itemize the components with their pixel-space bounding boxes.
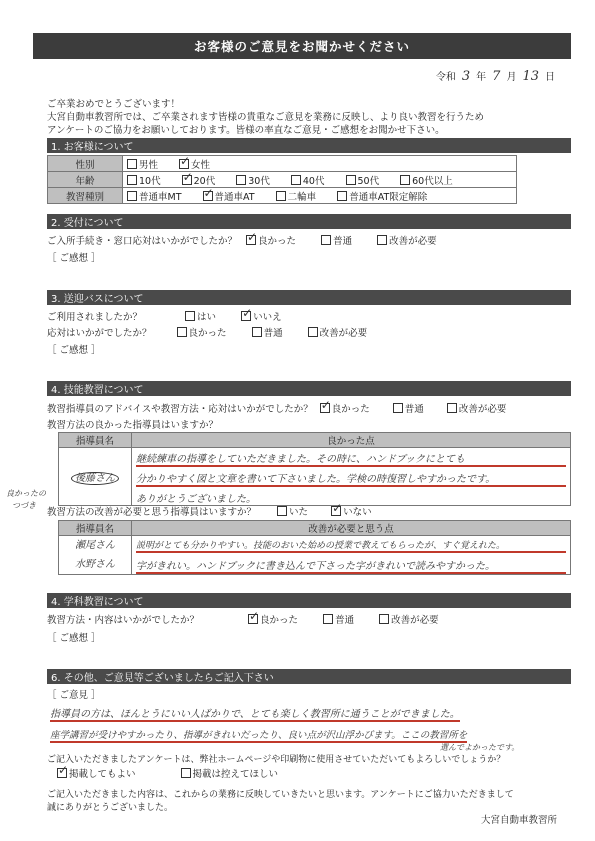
- option-label: いた: [289, 507, 309, 518]
- option-label: 30代: [248, 175, 270, 187]
- gender-label: 性別: [48, 156, 123, 172]
- handwritten-line: 分かりやすく図と文章を書いて下さいました。学検の時復習しやすかったです。: [136, 470, 566, 487]
- comment-box[interactable]: ［ ご感想 ］: [47, 253, 101, 264]
- option-label: はい: [197, 312, 217, 323]
- checkbox-checked[interactable]: [331, 506, 341, 516]
- publish-options: [57, 766, 278, 780]
- customer-info-table: [47, 155, 517, 204]
- section-1-header: 1. お客様について: [47, 138, 571, 153]
- gender-options: [123, 156, 517, 172]
- option-label: 良かった: [258, 236, 297, 247]
- checkbox-checked[interactable]: [246, 235, 256, 245]
- col-header-name: 指導員名: [59, 433, 132, 448]
- publish-question: ご記入いただきましたアンケートは、弊社ホームページや印刷物に使用させていただいてもよろしいでしょうか？: [47, 755, 506, 765]
- checkbox[interactable]: [127, 159, 137, 169]
- good-instructor-table: [58, 432, 571, 506]
- handwritten-line: ありがとうございました。: [136, 494, 256, 505]
- question-text: 教習方法の改善が必要と思う指導員はいますか？: [47, 507, 257, 518]
- handwritten-name: 瀬尾さん: [75, 540, 115, 551]
- course-type-options: [123, 188, 517, 204]
- col-header-name: 指導員名: [59, 521, 132, 536]
- option-label: 普通車MT: [139, 191, 182, 203]
- section-6-header: 6. その他、ご意見等ございましたらご記入下さい: [47, 669, 571, 684]
- option-label: 20代: [193, 175, 216, 187]
- option-label: 良かった: [331, 404, 370, 415]
- checkbox[interactable]: [177, 327, 187, 337]
- handwritten-line: 指導員の方は、ほんとうにいい人ばかりで、とても楽しく教習所に通うことができました。: [50, 705, 460, 722]
- date-month-unit: 月: [506, 72, 517, 83]
- option-label: 男性: [139, 159, 159, 171]
- question-text: ご入所手続き・窓口応対はいかがでしたか？: [47, 236, 238, 247]
- question-text: 教習指導員のアドバイスや教習方法・応対はいかがでしたか？: [47, 404, 313, 415]
- option-label: 普通: [333, 236, 353, 247]
- improve-points-cell: [132, 536, 571, 575]
- option-label: 40代: [302, 175, 325, 187]
- bus-use-row: [47, 309, 282, 323]
- option-label: 良かった: [260, 615, 299, 626]
- form-title: お客様のご意見をお聞かせください: [33, 33, 571, 59]
- option-label: 女性: [191, 159, 211, 171]
- bus-service-row: [47, 325, 367, 339]
- checkbox-checked[interactable]: [320, 403, 330, 413]
- date-field: [436, 68, 555, 84]
- checkbox[interactable]: [252, 327, 262, 337]
- checkbox-checked[interactable]: [182, 175, 192, 185]
- option-label: いない: [343, 507, 372, 518]
- footer-line: 誠にありがとうございました。: [47, 803, 174, 813]
- checkbox-checked[interactable]: [179, 159, 189, 169]
- date-year: 3: [461, 69, 471, 84]
- checkbox[interactable]: [393, 403, 403, 413]
- date-era: 令和: [435, 72, 456, 83]
- checkbox[interactable]: [276, 191, 286, 201]
- option-label: 普通: [335, 615, 355, 626]
- option-label: 50代: [357, 175, 380, 187]
- option-label: 普通: [404, 404, 424, 415]
- option-label: 普通: [263, 328, 283, 339]
- intro-line: 大宮自動車教習所では、ご卒業されます皆様の貴重なご意見を業務に反映し、より良い教習を行うため: [47, 112, 485, 123]
- checkbox-checked[interactable]: [241, 311, 251, 321]
- comment-label: ご意見: [59, 690, 89, 701]
- option-label: 改善が必要: [458, 404, 507, 415]
- age-options: [123, 172, 517, 188]
- checkbox-checked[interactable]: [203, 191, 213, 201]
- section-2-header: 2. 受付について: [47, 214, 571, 229]
- checkbox[interactable]: [323, 614, 333, 624]
- section-4-header: 4. 技能教習について: [47, 381, 571, 396]
- footer-line: ご記入いただきました内容は、これからの業務に反映していきたいと思います。アンケートにご協力いただきまして: [47, 790, 514, 800]
- comment-label: ご感想: [59, 633, 89, 644]
- intro-line: ご卒業おめでとうございます！: [47, 99, 181, 110]
- margin-note: つづき: [12, 501, 36, 510]
- good-instructor-question: 教習方法の良かった指導員はいますか？: [47, 420, 219, 431]
- handwritten-name: 水野さん: [75, 559, 115, 570]
- option-label: 改善が必要: [389, 236, 437, 247]
- checkbox[interactable]: [321, 235, 331, 245]
- option-label: 掲載は控えてほしい: [192, 769, 279, 780]
- handwritten-name: 後藤さん: [71, 472, 119, 485]
- checkbox[interactable]: [447, 403, 457, 413]
- option-label: 普通車AT限定解除: [349, 191, 428, 203]
- handwritten-line: 継続練車の指導をしていただきました。その時に、ハンドブックにとても: [136, 450, 566, 467]
- intro-line: アンケートのご協力をお願いしております。皆様の率直なご意見・ご感想をお聞かせ下さい。: [47, 125, 445, 136]
- option-label: 60代以上: [412, 175, 453, 187]
- opinion-label: ［ ご意見 ］: [47, 690, 101, 701]
- lecture-question-row: [47, 612, 439, 626]
- checkbox[interactable]: [346, 175, 356, 185]
- section-3-header: 3. 送迎バスについて: [47, 290, 571, 305]
- comment-label: ご感想: [59, 345, 89, 356]
- option-label: 普通車AT: [214, 191, 255, 203]
- age-label: 年齢: [48, 172, 123, 188]
- option-label: 改善が必要: [391, 615, 439, 626]
- comment-box[interactable]: ［ ご感想 ］: [47, 345, 101, 356]
- good-points-cell: [132, 448, 571, 506]
- handwritten-line: 選んでよかったです。: [440, 743, 520, 752]
- checkbox[interactable]: [377, 235, 387, 245]
- comment-box[interactable]: ［ ご感想 ］: [47, 633, 101, 644]
- option-label: 良かった: [188, 328, 227, 339]
- question-text: ご利用されましたか？: [47, 312, 143, 323]
- instructor-question-row: [47, 401, 506, 415]
- option-label: いいえ: [253, 312, 282, 323]
- question-text: 教習方法・内容はいかがでしたか？: [47, 615, 200, 626]
- date-month: 7: [492, 69, 501, 84]
- checkbox-checked[interactable]: [57, 768, 67, 778]
- reception-question-row: [47, 233, 437, 247]
- section-5-header: 4. 学科教習について: [47, 593, 571, 608]
- handwritten-line: 字がきれい。ハンドブックに書き込んで下さった字がきれいで読みやすかった。: [136, 557, 566, 574]
- date-year-unit: 年: [476, 72, 487, 83]
- option-label: 二輪車: [287, 191, 317, 203]
- comment-label: ご感想: [59, 253, 89, 264]
- checkbox[interactable]: [127, 191, 137, 201]
- option-label: 改善が必要: [319, 328, 368, 339]
- checkbox[interactable]: [236, 175, 246, 185]
- checkbox[interactable]: [379, 614, 389, 624]
- checkbox[interactable]: [185, 311, 195, 321]
- checkbox[interactable]: [400, 175, 410, 185]
- checkbox[interactable]: [127, 175, 137, 185]
- course-type-label: 教習種別: [48, 188, 123, 204]
- date-day-unit: 日: [545, 72, 555, 83]
- bad-instructor-names: [59, 536, 132, 575]
- col-header-improve: 改善が必要と思う点: [132, 521, 571, 536]
- checkbox[interactable]: [308, 327, 318, 337]
- checkbox[interactable]: [291, 175, 301, 185]
- question-text: 応対はいかがでしたか？: [47, 328, 152, 339]
- good-instructor-name: [59, 448, 132, 506]
- margin-note: 良かったの: [6, 489, 46, 498]
- company-name: 大宮自動車教習所: [480, 815, 557, 826]
- checkbox[interactable]: [277, 506, 287, 516]
- option-label: 10代: [139, 175, 161, 187]
- bad-instructor-table: [58, 520, 571, 575]
- checkbox[interactable]: [181, 768, 191, 778]
- col-header-good: 良かった点: [132, 433, 571, 448]
- checkbox[interactable]: [337, 191, 347, 201]
- bad-instructor-question-row: [47, 504, 372, 518]
- handwritten-line: 座学講習が受けやすかったり、指導がきれいだったり、良い点が沢山浮かびます。ここの教習所を: [50, 727, 467, 743]
- option-label: 掲載してもよい: [69, 769, 136, 780]
- handwritten-line: 説明がとても分かりやすい。技能のおいた始めの授業で教えてもらったが、すぐ覚えれた。: [136, 538, 566, 553]
- date-day: 13: [522, 69, 539, 84]
- checkbox-checked[interactable]: [248, 614, 258, 624]
